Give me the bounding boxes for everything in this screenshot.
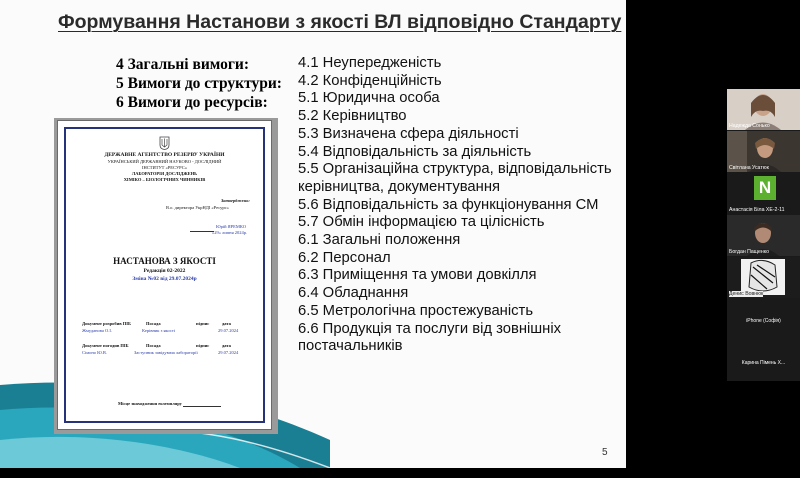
- clause-item: 6.4 Обладнання: [298, 285, 409, 302]
- doc-row1-position: Керівник з якості: [142, 328, 176, 333]
- clause-item: 4.2 Конфіденційність: [298, 72, 442, 89]
- participant-initial-avatar: N: [754, 176, 776, 200]
- doc-col-signature-2: підпис: [196, 343, 210, 348]
- clause-item: 6.2 Персонал: [298, 249, 391, 266]
- doc-approved: Затверджено:: [221, 198, 250, 203]
- doc-row2-position: Заступник завідувача лабораторії: [134, 350, 198, 355]
- doc-lab: ЛАБОРАТОРІЯ ДОСЛІДЖЕНЬ: [131, 171, 198, 176]
- clause-item: 5.2 Керівництво: [298, 108, 407, 125]
- clause-item: 6.5 Метрологічна простежуваність: [298, 302, 534, 319]
- doc-signer: Юрій ЯРЕМКО: [216, 224, 247, 229]
- clause-item: 5.7 Обмін інформацією та цілісність: [298, 214, 545, 231]
- doc-institute-1: УКРАЇНСЬКИЙ ДЕРЖАВНИЙ НАУКОВО - ДОСЛІДНИЙ: [107, 159, 222, 164]
- doc-row1-date: 29.07.2024: [218, 328, 239, 333]
- doc-row2-date: 29.07.2024: [218, 350, 239, 355]
- doc-col-date: дата: [222, 321, 231, 326]
- doc-col-signature: підпис: [196, 321, 210, 326]
- participant-name[interactable]: iPhone (Софія): [746, 318, 781, 324]
- participant-tile[interactable]: [727, 257, 800, 298]
- participant-name: Надежда Сонько: [729, 123, 770, 129]
- participant-tile[interactable]: [727, 215, 800, 256]
- requirement-item: 4 Загальні вимоги:: [116, 56, 250, 73]
- doc-col-position-2: Посада: [146, 343, 161, 348]
- participant-tile[interactable]: [727, 173, 800, 214]
- doc-row2-name: Сімоно Ю.В.: [82, 350, 108, 355]
- participant-name: Денис Вовнюк: [729, 291, 764, 297]
- doc-institute-2: ІНСТИТУТ «РЕСУРС»: [142, 165, 187, 170]
- slide-number: 5: [602, 447, 608, 458]
- clauses-list: [298, 55, 612, 356]
- participant-name: Анастасія Біла ХЕ-2-11: [729, 207, 785, 213]
- clause-item: 4.1 Неупередженість: [298, 55, 442, 71]
- doc-heading: НАСТАНОВА З ЯКОСТІ: [113, 256, 216, 266]
- doc-row1-name: Жмуданова О.І.: [82, 328, 112, 333]
- clause-item: 6.6 Продукція та послуги від зовнішніх: [298, 320, 562, 337]
- coat-of-arms-icon: [159, 136, 170, 150]
- clause-item: керівництва, документування: [298, 178, 501, 195]
- signature-line: [190, 231, 214, 232]
- doc-col-position: Посада: [146, 321, 161, 326]
- clause-item: 5.6 Відповідальність за функціонування СМ: [298, 196, 599, 213]
- clause-item: 5.5 Організаційна структура, відповідальність: [298, 161, 612, 178]
- doc-sign-date: «29» липня 2024р.: [212, 230, 248, 235]
- clause-item: 5.1 Юридична особа: [298, 90, 440, 107]
- participant-tile[interactable]: [727, 131, 800, 172]
- clause-item: 6.3 Приміщення та умови довкілля: [298, 267, 537, 284]
- doc-edition: Редакція 02-2022: [143, 268, 186, 274]
- participant-name: Світлана Усатюк: [729, 165, 769, 171]
- copy-place-line: [183, 406, 221, 407]
- participant-name[interactable]: Карина Пімень Х...: [741, 360, 786, 366]
- doc-col-developed: Документ розробив ПІБ: [82, 321, 131, 326]
- clause-item: постачальників: [298, 338, 403, 355]
- doc-agency: ДЕРЖАВНЕ АГЕНТСТВО РЕЗЕРВУ УКРАЇНИ: [104, 152, 225, 158]
- clause-item: 6.1 Загальні положення: [298, 232, 461, 249]
- doc-col-agreed: Документ погодив ПІБ: [82, 343, 129, 348]
- quality-manual-cover: [57, 120, 272, 430]
- doc-lab-2: ХІМІКО – БІОЛОГІЧНИХ ЧИННИКІВ: [123, 177, 206, 182]
- doc-col-date-2: дата: [222, 343, 231, 348]
- participants-panel: [727, 89, 800, 381]
- requirements-list: [116, 55, 282, 112]
- requirement-item: 5 Вимоги до структури:: [116, 75, 282, 92]
- doc-director: В.о. директора УкрНДІ «Ресурс»: [166, 205, 229, 210]
- participant-name: Богдан Пащенко: [729, 249, 769, 255]
- requirement-item: 6 Вимоги до ресурсів:: [116, 94, 268, 111]
- participant-tile[interactable]: [727, 89, 800, 130]
- slide-title: Формування Настанови з якості ВЛ відповідно Стандарту: [58, 11, 622, 33]
- clause-item: 5.4 Відповідальність за діяльність: [298, 143, 532, 160]
- clause-item: 5.3 Визначена сфера діяльності: [298, 125, 519, 142]
- doc-change: Зміна №02 від 29.07.2024р: [132, 276, 197, 282]
- doc-copy-place: Місце знаходження екземпляру: [118, 401, 182, 406]
